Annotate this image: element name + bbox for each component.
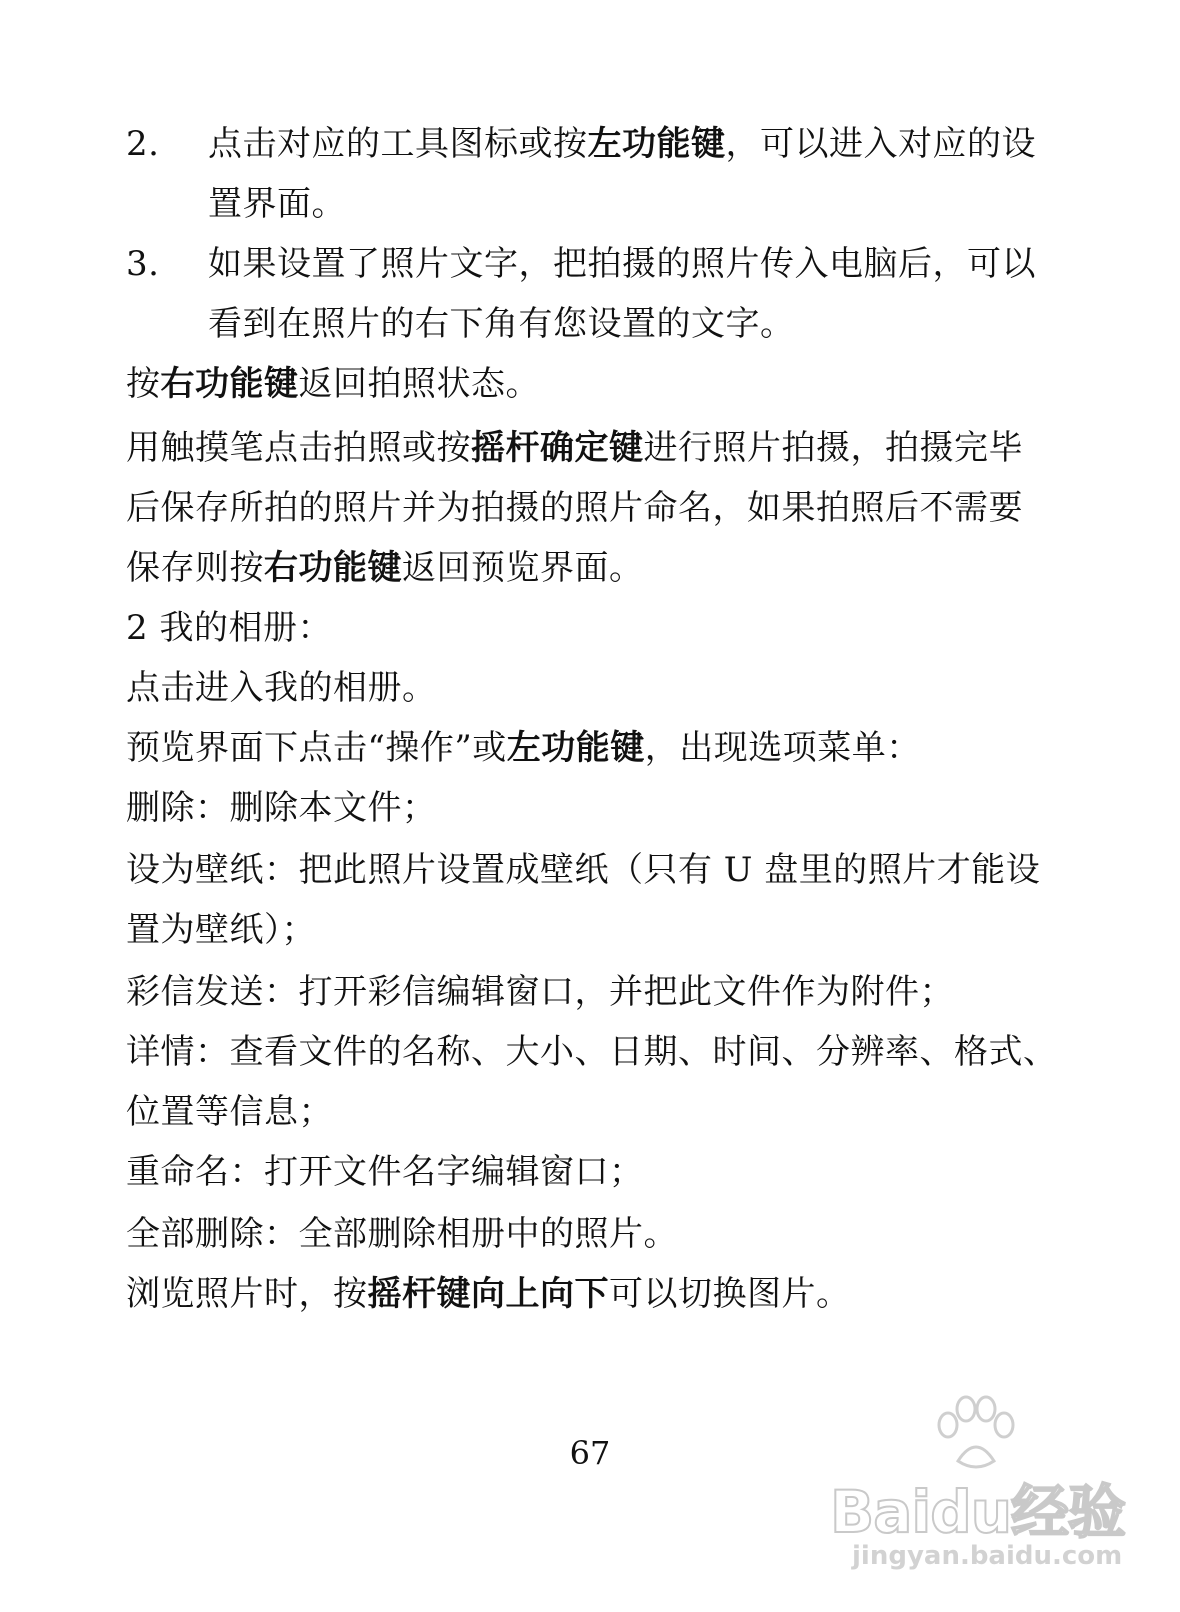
- menu-delete-all: 全部删除：全部删除相册中的照片。: [126, 1214, 678, 1254]
- text-run: ，出现选项菜单：: [644, 728, 921, 768]
- watermark-logo: Baidu经验: [830, 1478, 1126, 1546]
- baidu-watermark: [830, 1395, 1160, 1585]
- list-text: [208, 244, 1036, 284]
- paragraph-enter-album: 点击进入我的相册。: [126, 668, 437, 708]
- bold-text: 左功能键: [587, 124, 726, 164]
- text-run: 进行照片拍摄，拍摄完毕: [643, 428, 1023, 468]
- paw-icon: [930, 1395, 1020, 1475]
- bold-text: 摇杆确定键: [471, 428, 644, 468]
- list-text: [208, 124, 1036, 164]
- bold-text: 右功能键: [160, 364, 299, 404]
- list-item-3-continuation: 看到在照片的右下角有您设置的文字。: [208, 304, 795, 344]
- menu-delete: 删除：删除本文件；: [126, 788, 437, 828]
- paragraph-shoot-line1: [126, 428, 1086, 468]
- menu-wallpaper-line2: 置为壁纸）；: [126, 910, 316, 950]
- watermark-url: jingyan.baidu.com: [852, 1541, 1123, 1571]
- list-number: 3.: [126, 244, 160, 284]
- section-title: 2 我的相册：: [126, 608, 332, 648]
- paragraph-return: [126, 364, 1086, 404]
- text-run: 浏览照片时，按: [126, 1274, 368, 1314]
- text-run: 预览界面下点击“操作”或: [126, 728, 507, 768]
- text-run: 按: [126, 364, 161, 404]
- menu-mms: 彩信发送：打开彩信编辑窗口，并把此文件作为附件；: [126, 972, 954, 1012]
- paragraph-browse: [126, 1274, 1086, 1314]
- paragraph-shoot-line2: 后保存所拍的照片并为拍摄的照片命名，如果拍照后不需要: [126, 488, 1023, 528]
- text-run: 点击对应的工具图标或按: [208, 124, 588, 164]
- text-run: 可以切换图片。: [609, 1274, 851, 1314]
- text-run: 返回预览界面。: [402, 548, 644, 588]
- bold-text: 右功能键: [264, 548, 402, 588]
- page-number: 67: [569, 1434, 611, 1472]
- text-run: 返回拍照状态。: [298, 364, 540, 404]
- text-run: 保存则按: [126, 548, 264, 588]
- menu-details-line1: 详情：查看文件的名称、大小、日期、时间、分辨率、格式、: [126, 1032, 1058, 1072]
- text-run: 如果设置了照片文字，把拍摄的照片传入电脑后，可以: [208, 244, 1036, 284]
- bold-text: 摇杆键向上向下: [367, 1274, 609, 1314]
- list-item-2-continuation: 置界面。: [208, 184, 346, 224]
- paragraph-preview-menu: [126, 728, 1086, 768]
- list-number: 2.: [126, 124, 160, 164]
- text-run: 用触摸笔点击拍照或按: [126, 428, 471, 468]
- text-run: ，可以进入对应的设: [725, 124, 1036, 164]
- paragraph-shoot-line3: [126, 548, 1086, 588]
- menu-rename: 重命名：打开文件名字编辑窗口；: [126, 1152, 644, 1192]
- menu-wallpaper-line1: 设为壁纸：把此照片设置成壁纸（只有 U 盘里的照片才能设: [126, 850, 1041, 890]
- bold-text: 左功能键: [506, 728, 645, 768]
- menu-details-line2: 位置等信息；: [126, 1092, 333, 1132]
